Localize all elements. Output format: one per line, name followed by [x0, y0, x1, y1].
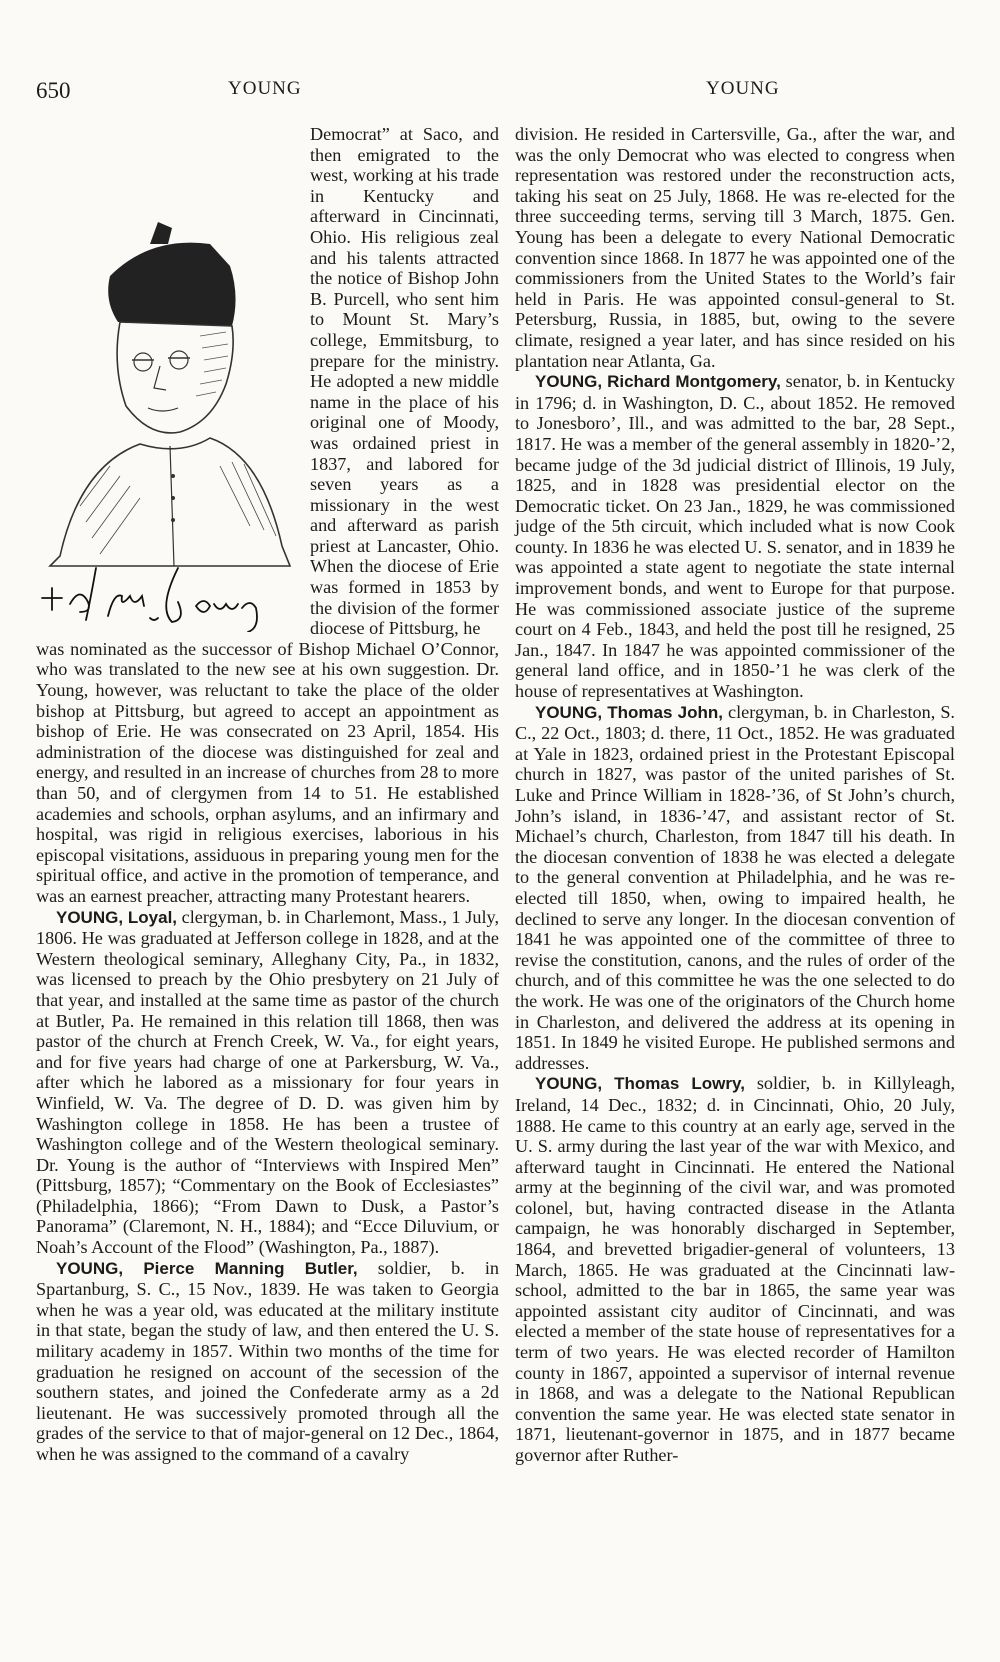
portrait-engraving	[0, 126, 300, 632]
right-column	[515, 124, 955, 1466]
entry-text: clergyman, b. in Charlemont, Mass., 1 July, 1806. He was graduated at Jefferson college in 1828, and at the Western theological seminary, Alleghany City, Pa., in 1832, was licensed to preach by the Ohio presbytery on 21 July of that year, and installed at the same time as pastor of the church at Butler, Pa. He remained in this relation till 1868, then was pastor of the church at French Creek, W. Va., for eight years, and for five years had charge of one at Parkersburg, W. Va., after which he labored as a missionary for four years in Winfield, W. Va. The degree of D. D. was given him by Washington college in 1858. He has been a trustee of Washington college and of the Western theological seminary. Dr. Young is the author of “Interviews with Inspired Men” (Pittsburg, 1857); “Commentary on the Book of Ecclesiastes” (Philadelphia, 1866); “From Dawn to Dusk, a Pastor’s Panorama” (Claremont, N. H., 1884); and “Ecce Diluvium, or Noah’s Account of the Flood” (Washington, Pa., 1887).	[36, 906, 499, 1258]
page-header	[0, 78, 1000, 108]
entry-continuation-text-2: was nominated as the successor of Bishop Michael O’Connor, who was translated to the new see at his own suggestion. Dr. Young, however, was reluctant to take the place of the older bishop at Pittsburg, but agreed to accept an appointment as bishop of Erie. He was consecrated on 23 April, 1854. His administration of the diocese was distinguished for zeal and energy, and resulted in an increase of churches from 28 to more than 50, and of clergymen from 14 to 51. He established academies and schools, orphan asylums, and an infirmary and hospital, was rigid in religious exercises, laborious in his episcopal visitations, assiduous in preparing young men for the spiritual office, and active in the promotion of temperance, and was an earnest preacher, attracting many Protestant hearers.	[36, 638, 499, 906]
signature-icon	[42, 568, 257, 632]
running-head-left: YOUNG	[228, 78, 302, 99]
entry-text: soldier, b. in Spartanburg, S. C., 15 Nov., 1839. He was taken to Georgia when he was a year old, was educated at the military institute in that state, began the study of law, and then entered the U. S. military academy in 1857. Within two months of the time for graduation he resigned on account of the secession of the southern states, and joined the Confederate army as a 2d lieutenant. He was successively promoted through all the grades of the service to that of major-general on 12 Dec., 1864, when he was assigned to the command of a cavalry	[36, 1257, 499, 1464]
entry-text: clergyman, b. in Charleston, S. C., 22 Oct., 1803; d. there, 11 Oct., 1852. He was graduated at Yale in 1823, ordained priest in the Protestant Episcopal church in 1827, was pastor of the united parishes of St. Luke and Prince William in 1828-’36, of St John’s church, John’s island, in 1836-’47, and assistant rector of St. Michael’s church, Charleston, from 1847 till his death. In the diocesan convention of 1838 he was elected a delegate to the general convention at Philadelphia, and he was re-elected till 1850, when, owing to impaired health, he declined to serve any longer. In the diocesan convention of 1841 he was appointed one of the committee of three to revise the constitution, canons, and the rules of order of the church, and of this committee he was the one selected to do the work. He was one of the originators of the Church home in Charleston, and delivered the address at its opening in 1851. In 1849 he visited Europe. He published sermons and addresses.	[515, 701, 955, 1073]
entry-heading: YOUNG, Loyal,	[56, 907, 178, 927]
entry-thomas-john-young	[515, 702, 955, 1074]
entry-heading: YOUNG, Pierce Manning Butler,	[56, 1258, 358, 1278]
left-column	[36, 124, 499, 1465]
biretta-hat-icon	[108, 243, 235, 326]
entry-pierce-young	[36, 1258, 499, 1465]
entry-loyal-young	[36, 907, 499, 1258]
page-number: 650	[36, 78, 71, 103]
entry-text: senator, b. in Kentucky in 1796; d. in Washington, D. C., about 1852. He removed to Jonesboro’, Ill., and was admitted to the bar, 28 Sept., 1817. He was a member of the general assembly in 1820-’2, became judge of the 3d judicial district of Illinois, 19 July, 1825, and in 1828 was presidential elector on the Democratic ticket. On 23 Jan., 1829, he was commissioned judge of the 5th circuit, which included what is now Cook county. In 1836 he was elected U. S. senator, and in 1839 he was appointed a state agent to negotiate the state internal improvement bonds, and went to Europe for that purpose. He was commissioned associate justice of the supreme court on 4 Feb., 1843, and held the post till he resigned, 25 Jan., 1847. In 1847 he was appointed commissioner of the general land office, and in 1850-’1 he was clerk of the house of representatives at Washington.	[515, 371, 955, 702]
entry-heading: YOUNG, Thomas Lowry,	[535, 1074, 745, 1094]
entry-heading: YOUNG, Richard Montgomery,	[535, 372, 781, 392]
entry-continuation-text: division. He resided in Cartersville, Ga., after the war, and was the only Democrat who was elected to congress when representation was restored under the reconstruction acts, taking his seat on 25 July, 1868. He was re-elected for the three succeeding terms, serving till 3 March, 1875. Gen. Young has been a delegate to every National Democratic convention since 1868. In 1877 he was appointed one of the commissioners from the United States to the World’s fair held in Paris. He was appointed consul-general to St. Petersburg, Russia, in 1885, but, owing to the severe climate, resigned a year later, and has since resided on his plantation near Atlanta, Ga.	[515, 124, 955, 371]
entry-text: soldier, b. in Killyleagh, Ireland, 14 Dec., 1832; d. in Cincinnati, Ohio, 20 July, 1888. He came to this country at an early age, served in the U. S. army during the last year of the war with Mexico, and afterward taught in Cincinnati. He entered the National army at the beginning of the civil war, and was promoted colonel, but, having contracted disease in the Atlanta campaign, he was honorably discharged in September, 1864, and brevetted brigadier-general of volunteers, 13 March, 1865. He was graduated at the Cincinnati law-school, admitted to the bar in 1865, the same year was appointed assistant city auditor of Cincinnati, and was elected a member of the state house of representatives for a term of two years. He was elected recorder of Hamilton county in 1867, appointed a supervisor of internal revenue in 1868, and was a delegate to the National Republican convention the same year. He was elected state senator in 1871, lieutenant-governor in 1875, and in 1877 became governor after Ruther-	[515, 1073, 955, 1465]
running-head-right: YOUNG	[706, 78, 780, 99]
entry-thomas-lowry-young	[515, 1073, 955, 1465]
portrait-figure	[0, 126, 300, 632]
entry-richard-young	[515, 371, 955, 702]
entry-continuation-text: Democrat” at Saco, and then emigrated to the west, working at his trade in Kentucky and afterward in Cincinnati, Ohio. His religious zeal and his talents attracted the notice of Bishop John B. Purcell, who sent him to Mount St. Mary’s college, Emmitsburg, to prepare for the ministry. He adopted a new middle name in the place of his original one of Moody, was ordained priest in 1837, and labored for seven years as a missionary in the west and afterward as parish priest at Lancaster, Ohio. When the diocese of Erie was formed in 1853 by the division of the former diocese of Pittsburg, he	[310, 124, 499, 639]
entry-heading: YOUNG, Thomas John,	[535, 702, 724, 722]
